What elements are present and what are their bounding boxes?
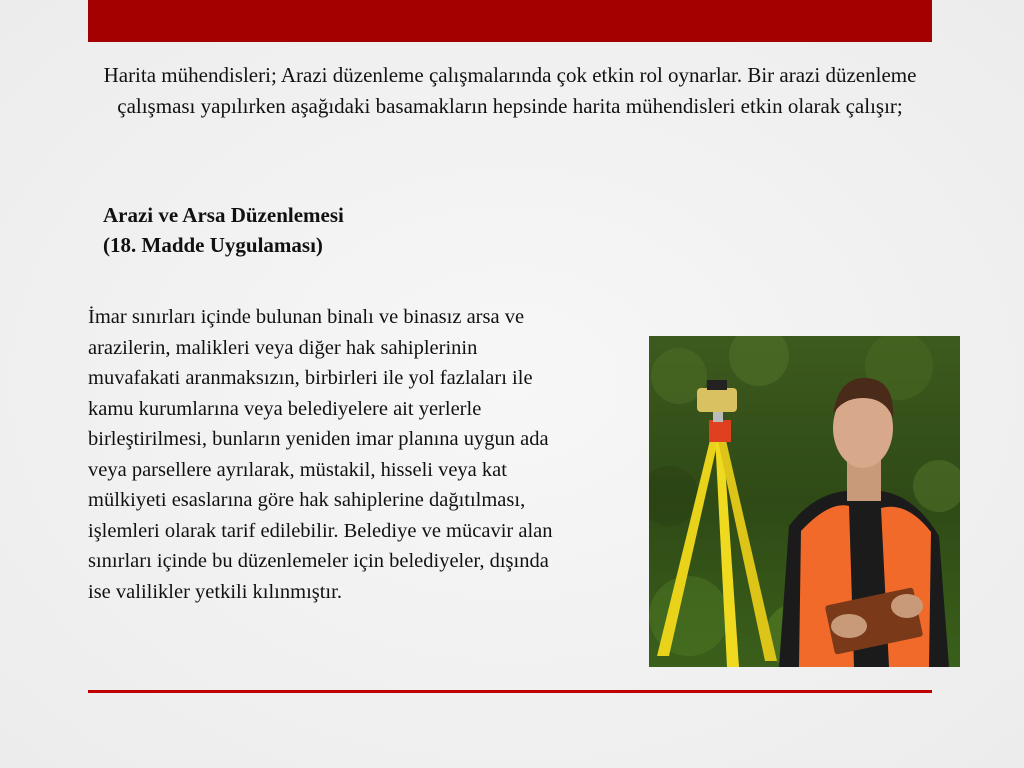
intro-paragraph: Harita mühendisleri; Arazi düzenleme çalışmalarında çok etkin rol oynarlar. Bir arazi düzenleme çalışması yapılırken aşağıdaki basamakların hepsinde harita mühendisleri etkin olarak çalışır; (103, 63, 917, 118)
top-accent-bar (88, 0, 932, 42)
heading-line-2: (18. Madde Uygulaması) (103, 233, 323, 257)
surveyor-photo (649, 336, 960, 667)
body-paragraph: İmar sınırları içinde bulunan binalı ve binasız arsa ve arazilerin, malikleri veya diğer hak sahiplerinin muvafakati aranmaksızın, birbirleri ile yol fazlaları ile kamu kurumlarına veya belediyelere ait yerlerle birleştirilmesi, bunların yeniden imar planına uygun ada veya parsellere ayrılarak, müstakil, hisseli veya kat mülkiyeti esaslarına göre hak sahiplerine dağıtılması, işlemleri olarak tarif edilebilir. Belediye ve mücavir alan sınırları içinde bu düzenlemeler için belediyeler, dışında ise valilikler yetkili kılınmıştır. (88, 306, 553, 603)
surveyor-illustration (649, 336, 960, 667)
bottom-divider (88, 690, 932, 693)
heading-line-1: Arazi ve Arsa Düzenlemesi (103, 203, 344, 227)
section-heading (103, 200, 344, 260)
